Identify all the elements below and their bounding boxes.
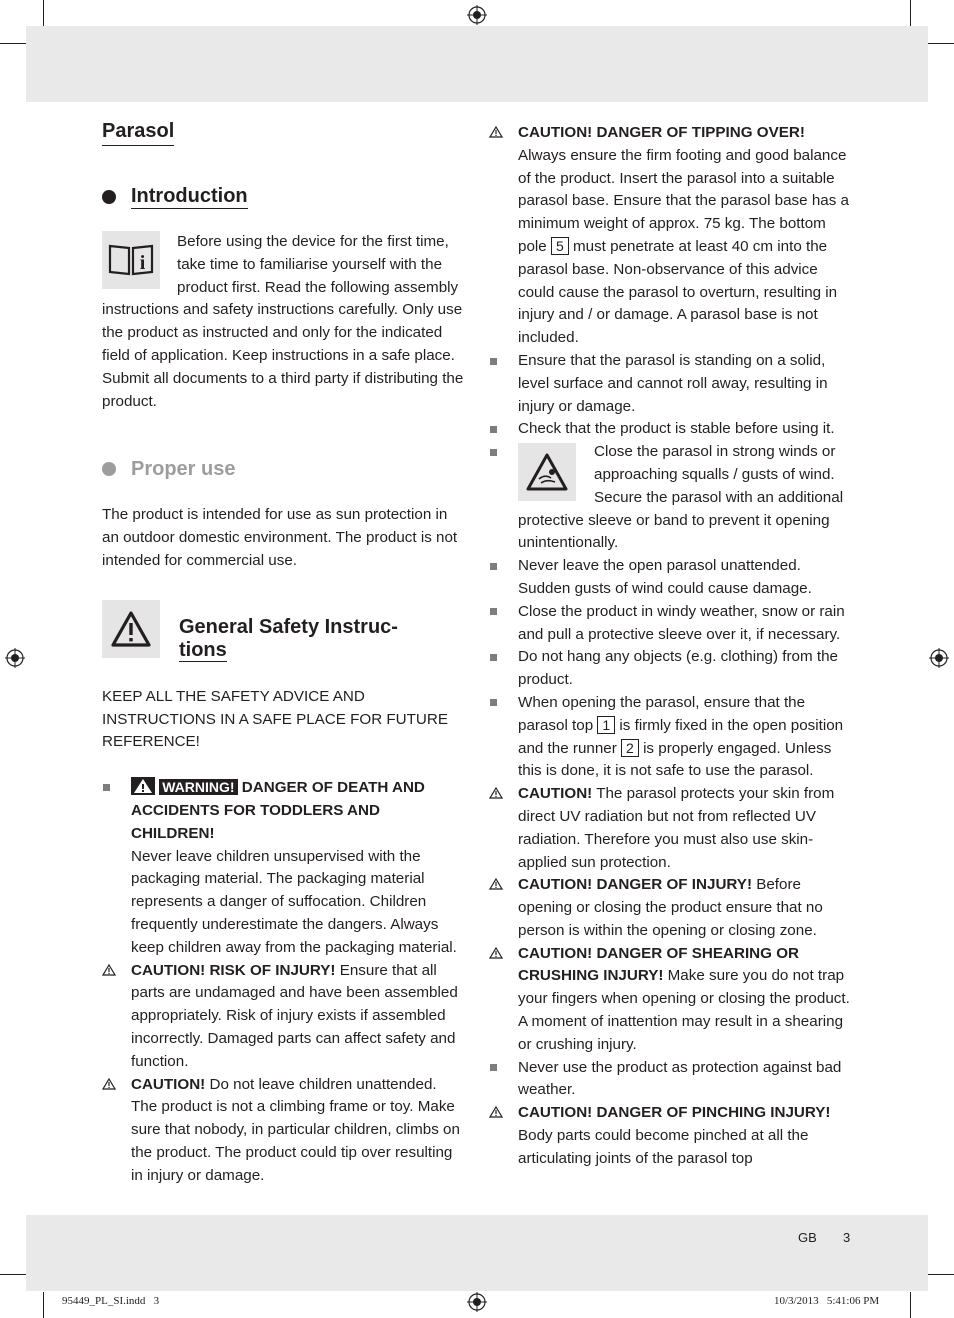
intro-heading: Introduction: [131, 185, 248, 207]
page-number: 3: [843, 1230, 851, 1245]
caution-triangle-icon: [102, 964, 116, 976]
list-item: [489, 441, 852, 555]
warning-item: [102, 776, 464, 959]
caution-title: CAUTION!: [518, 785, 593, 803]
square-bullet-icon: [103, 784, 110, 791]
proper-use-text: The product is intended for use as sun protection in an outdoor domestic environment. The product is not intended for commercial use.: [102, 506, 458, 569]
right-column: [489, 122, 852, 1171]
square-bullet-icon: [490, 654, 497, 661]
crop-mark: [928, 1274, 954, 1275]
warning-text: Never leave children unsupervised with the packaging material. The packaging material represents a danger of suffocation. Children frequently underestimate the dangers. Always keep children away from the packaging material.: [131, 847, 457, 956]
proper-use-heading: Proper use: [131, 458, 236, 481]
caution-item: [489, 874, 852, 942]
left-column: [102, 118, 464, 1188]
slug-date: 10/3/2013 5:41:06 PM: [774, 1295, 880, 1307]
caution-triangle-icon: [489, 126, 503, 138]
square-bullet-icon: [490, 563, 497, 570]
opening-text-b: is firmly fixed in the open position and the runner: [518, 716, 844, 757]
caution-title: CAUTION! DANGER OF INJURY!: [518, 876, 752, 894]
intro-heading-row: [102, 184, 464, 209]
opening-text-c: is properly engaged. Unless this is done, it is not safe to use the parasol.: [518, 739, 832, 780]
caution-title: CAUTION!: [131, 1075, 206, 1093]
caution-item: [102, 960, 464, 1074]
caution-title: CAUTION! RISK OF INJURY!: [131, 961, 336, 979]
list-item-text: Close the product in windy weather, snow or rain and pull a protective sleeve over it, if necessary.: [518, 602, 845, 643]
warning-small-icon: [131, 777, 155, 795]
part-number: 1: [597, 716, 615, 734]
caution-item: [489, 783, 852, 874]
safety-heading-row: [102, 600, 464, 662]
crop-mark: [43, 1292, 44, 1318]
caution-triangle-icon: [489, 878, 503, 890]
list-item-text: Close the parasol in strong winds or approaching squalls / gusts of wind. Secure the parasol with an additional protective sleeve or band to prevent it opening unintentionally.: [518, 443, 844, 552]
list-item: [489, 601, 852, 647]
list-item-text: Never leave the open parasol unattended. Sudden gusts of wind could cause damage.: [518, 557, 812, 597]
registration-mark-icon: [5, 648, 25, 668]
crop-mark: [43, 0, 44, 26]
caution-triangle-icon: [489, 947, 503, 959]
safety-heading-line2: tions: [179, 638, 227, 661]
list-item-text: Never use the product as protection against bad weather.: [518, 1058, 842, 1099]
intro-block: [102, 231, 464, 413]
caution-text: Before opening or closing the product ensure that no person is within the opening or closing zone.: [518, 876, 823, 939]
list-item: [489, 418, 852, 441]
caution-text: Body parts could become pinched at all the articulating joints of the parasol top: [518, 1127, 809, 1167]
square-bullet-icon: [490, 608, 497, 615]
caution-text: Make sure you do not trap your fingers when opening or closing the product. A moment of inattention may result in a shearing or crushing injury.: [518, 967, 850, 1053]
footer-band: [26, 1215, 928, 1291]
caution-item: [489, 122, 852, 350]
caution-triangle-icon: [489, 1106, 503, 1118]
bullet-dot-icon: [102, 190, 116, 204]
intro-text: Before using the device for the first time, take time to familiarise yourself with the product first. Read the following assembly instructions and safety instructions carefully. Only use the product as instructed and only for the indicated field of application. Keep instructions in a safe place. Submit all documents to a third party if distributing the product.: [102, 233, 464, 410]
svg-text:i: i: [139, 252, 146, 274]
caution-text: Do not leave children unattended. The product is not a climbing frame or toy. Make sure that nobody, in particular children, climbs on the product. The product could tip over resulting in injury or damage.: [131, 1075, 460, 1184]
footer-lang: GB: [798, 1230, 817, 1245]
caution-text: Ensure that all parts are undamaged and have been assembled appropriately. Risk of injury exists if assembled incorrectly. Damaged parts can affect safety and function.: [131, 961, 458, 1070]
list-item: [489, 555, 852, 601]
list-item: [489, 692, 852, 783]
header-band: [26, 26, 928, 102]
caution-triangle-icon: [102, 1078, 116, 1090]
crop-mark: [0, 1274, 26, 1275]
caution-title: CAUTION! DANGER OF PINCHING INJURY!: [518, 1104, 831, 1122]
crop-mark: [910, 0, 911, 26]
list-item-text: Ensure that the parasol is standing on a solid, level surface and cannot roll away, resulting in injury or damage.: [518, 351, 828, 415]
keep-notice: KEEP ALL THE SAFETY ADVICE AND INSTRUCTIONS IN A SAFE PLACE FOR FUTURE REFERENCE!: [102, 687, 448, 751]
warning-triangle-icon: [102, 600, 160, 658]
caution-item: [102, 1074, 464, 1188]
part-number: 5: [551, 237, 569, 255]
registration-mark-icon: [467, 5, 487, 25]
slug-file: 95449_PL_SI.indd 3: [62, 1295, 160, 1307]
crop-mark: [910, 1292, 911, 1318]
opening-text-a: When opening the parasol, ensure that the parasol top: [518, 693, 806, 734]
list-item-text: Check that the product is stable before using it.: [518, 420, 835, 438]
wind-warning-icon: [518, 443, 576, 501]
square-bullet-icon: [490, 449, 497, 456]
page-title: Parasol: [102, 118, 174, 146]
caution-item: [489, 943, 852, 1057]
registration-mark-icon: [929, 648, 949, 668]
list-item: [489, 1057, 852, 1103]
list-item-text: Do not hang any objects (e.g. clothing) from the product.: [518, 648, 838, 689]
info-book-icon: [102, 231, 160, 289]
square-bullet-icon: [490, 699, 497, 706]
caution-title: CAUTION! DANGER OF SHEARING OR CRUSHING INJURY!: [518, 944, 799, 985]
caution-item: [489, 1102, 852, 1170]
caution-title: CAUTION! DANGER OF TIPPING OVER!: [518, 124, 805, 141]
square-bullet-icon: [490, 358, 497, 365]
proper-use-heading-row: [102, 457, 464, 481]
crop-mark: [928, 43, 954, 44]
crop-mark: [0, 43, 26, 44]
bullet-dot-icon: [102, 462, 116, 476]
tipping-text-a: Always ensure the firm footing and good balance of the product. Insert the parasol into a suitable parasol base. Ensure that the parasol base has a minimum weight of approx. 75 kg. The bottom pole: [518, 146, 849, 255]
square-bullet-icon: [490, 1064, 497, 1071]
caution-text: The parasol protects your skin from direct UV radiation but not from reflected UV radiation. Therefore you must also use skin-applied sun protection.: [518, 785, 835, 871]
part-number: 2: [621, 739, 639, 757]
safety-heading-line1: General Safety Instruc-: [179, 615, 398, 638]
warning-label: WARNING!: [159, 779, 237, 795]
list-item: [489, 350, 852, 418]
tipping-text-b: must penetrate at least 40 cm into the parasol base. Non-observance of this advice could cause the parasol to overturn, resulting in injury and / or damage. A parasol base is not included.: [518, 237, 838, 347]
list-item: [489, 646, 852, 692]
square-bullet-icon: [490, 426, 497, 433]
registration-mark-icon: [467, 1292, 487, 1312]
caution-triangle-icon: [489, 787, 503, 799]
warning-title: DANGER OF DEATH AND ACCIDENTS FOR TODDLERS AND CHILDREN!: [131, 779, 425, 842]
